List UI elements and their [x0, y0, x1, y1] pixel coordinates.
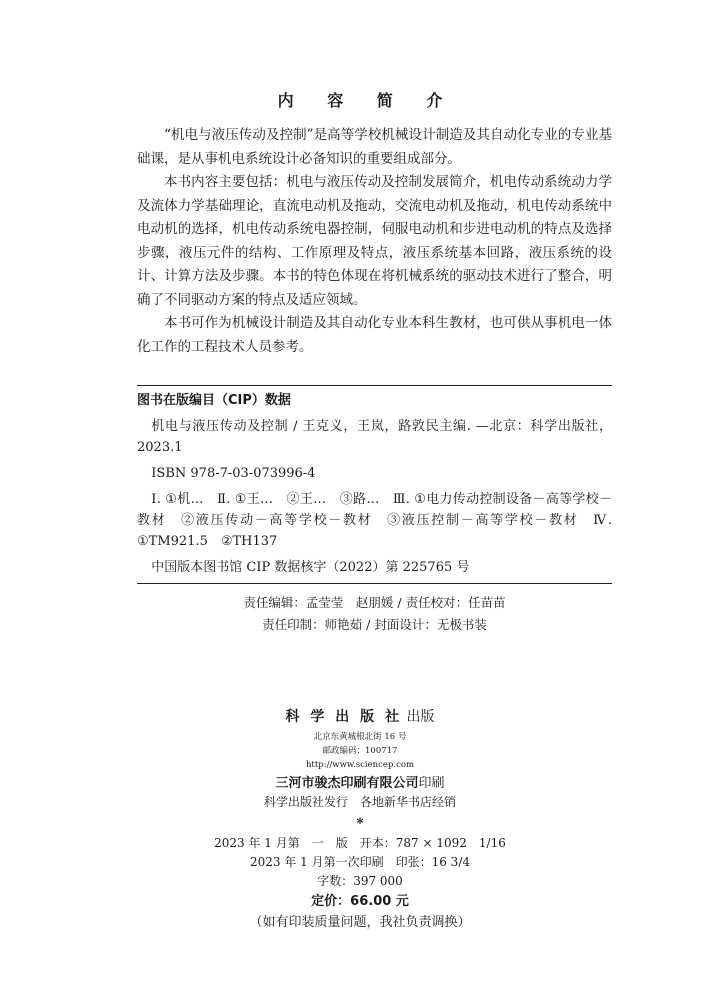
editorial-credits: [137, 592, 612, 636]
price: 定价：66.00 元: [311, 894, 409, 909]
publisher-line: [0, 706, 720, 726]
printer-line: [0, 772, 720, 791]
publisher-url: http://www.sciencep.com: [305, 760, 415, 770]
cip-subjects: Ⅰ. ①机… Ⅱ. ①王… ②王… ③路… Ⅲ. ①电力传动控制设备－高等学校－教材 ②液压传动－高等学校－教材 ③液压控制－高等学校－教材 Ⅳ. ①TM921.5 ②TH137: [137, 492, 612, 549]
edition-line: 2023 年 1 月第 一 版 开本：787 × 1092 1/16: [214, 836, 506, 850]
separator-star: *: [356, 816, 364, 832]
summary-paragraph-1: “机电与液压传动及控制”是高等学校机械设计制造及其自动化专业的专业基础课，是从事机电系统设计必备知识的重要组成部分。: [137, 127, 612, 167]
distribution-line: 科学出版社发行 各地新华书店经销: [263, 795, 456, 809]
cip-section: [137, 390, 612, 578]
quality-note: （如有印装质量问题，我社负责调换）: [249, 915, 471, 930]
cip-library-number: 中国版本图书馆 CIP 数据核字（2022）第 225765 号: [151, 560, 470, 575]
cip-isbn: ISBN 978-7-03-073996-4: [151, 466, 316, 481]
page-title: 内 容 简 介: [277, 91, 457, 110]
summary-section: [137, 124, 612, 359]
word-count: 字数：397 000: [317, 874, 403, 888]
cip-bottom-divider: [137, 583, 612, 584]
printing-line: 2023 年 1 月第一次印刷 印张：16 3/4: [249, 855, 470, 869]
publisher-suffix: 出版: [406, 709, 435, 725]
printer-suffix: 印刷: [418, 776, 445, 791]
publisher-logo-text: 科 学 出 版 社: [285, 709, 403, 725]
printer-name: 三河市骏杰印刷有限公司: [275, 776, 419, 791]
summary-paragraph-2: 本书内容主要包括：机电与液压传动及控制发展简介，机电传动系统动力学及流体力学基础理论，直流电动机及拖动，交流电动机及拖动，机电传动系统中电动机的选择，机电传动系统电器控制，伺服电动机和步进电动机的特点及选择步骤，液压元件的结构、工作原理及特点，液压系统基本回路，液压系统的设计、计算方法及步骤。本书的特色体现在将机械系统的驱动技术进行了整合，明确了不同驱动方案的特点及适应领域。: [137, 174, 612, 308]
cip-record: 机电与液压传动及控制 / 王克义，王岚，路敦民主编. —北京：科学出版社，2023.1: [137, 419, 612, 455]
publisher-postcode: 邮政编码：100717: [322, 746, 398, 756]
publication-info: [0, 706, 720, 933]
credits-line-1: 责任编辑：孟莹莹 赵朋媛 / 责任校对：任苗苗: [243, 595, 506, 610]
publisher-address: 北京东黄城根北街 16 号: [313, 732, 407, 742]
cip-heading: 图书在版编目（CIP）数据: [137, 393, 291, 408]
summary-paragraph-3: 本书可作为机械设计制造及其自动化专业本科生教材，也可供从事机电一体化工作的工程技术人员参考。: [137, 315, 612, 355]
credits-line-2: 责任印制：师艳茹 / 封面设计：无极书装: [262, 617, 487, 632]
cip-top-divider: [137, 385, 612, 386]
